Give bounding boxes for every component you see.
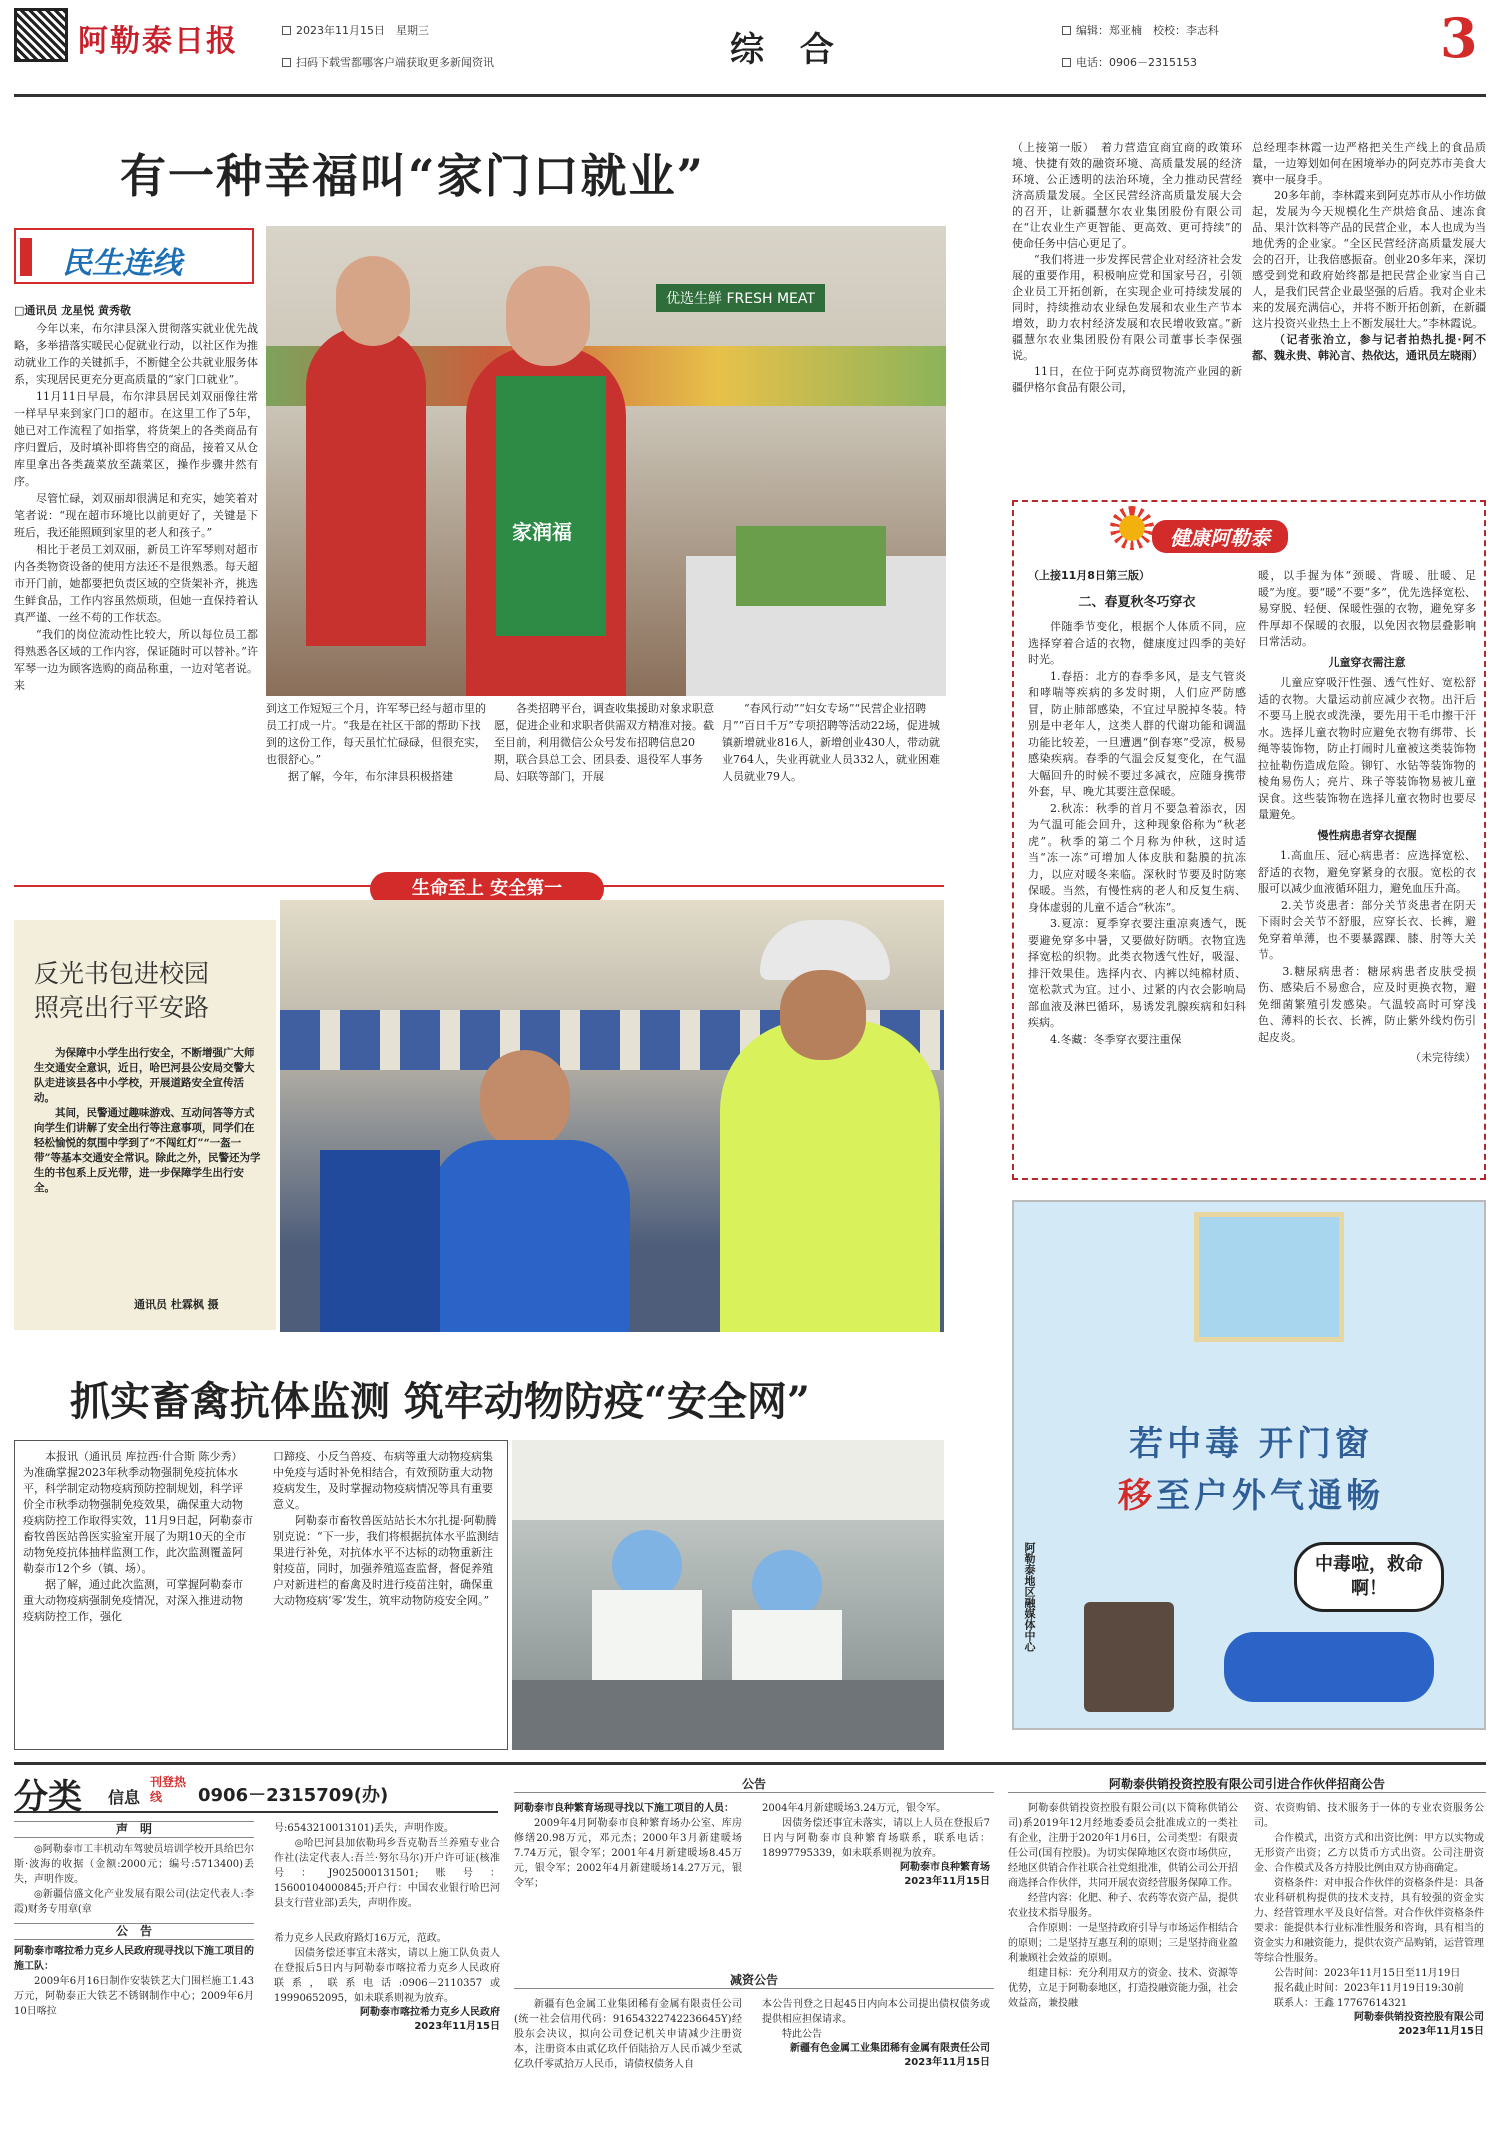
tag-minsheng: 民生连线 — [14, 228, 254, 284]
checkbox-icon — [282, 58, 291, 67]
qr-code-icon — [14, 8, 68, 62]
supermarket-photo: 优选生鲜 FRESH MEAT 家润福 — [266, 226, 946, 696]
cont-col2: 总经理李林霞一边严格把关生产线上的食品质量，一边筹划如何在困境举办的阿克苏市美食大赛中一展身手。 20多年前，李林霞来到阿克苏市从小作坊做起，发展为今天规模化生产烘焙食品、速冻食品、果汁饮料等产品的民营企业，本人也成为当地优秀的企业家。“全区民营经济高质量发展大会的召开，让我倍感振奋。创业20多年来，深切感受到党和政府始终都是把民营企业家当自己人，是我们民营企业最坚强的后盾。我对企业未来的发展充满信心，并将不断开拓创新，在新疆这片投资兴业热土上不断发展壮大。”李林霞说。 （记者张治立，参与记者拍热扎提·阿不都、魏永贵、韩沁言、热依达，通讯员左晓雨） — [1252, 141, 1486, 362]
editors: 编辑：郑亚楠 校校：李志科 — [1076, 24, 1219, 37]
safety-text-box — [14, 920, 276, 1330]
issue-date: 2023年11月15日 星期三 — [296, 24, 429, 37]
checkbox-icon — [1062, 58, 1071, 67]
health-col1: （上接11月8日第三版） 二、春夏秋冬巧穿衣 伴随季节变化，根据个人体质不同，应选择穿着合适的衣物，健康度过四季的美好时光。 1.春捂：北方的春季多风，是支气管炎和哮喘等疾病的多发时期，人们应严防感冒，防止肺部感染，不宜过早脱掉冬装。特别是中老年人，这类人群的代谢功能和调温功能比较差，一旦遭遇“倒春寒”受凉，极易感染疾病。春季的气温会反复变化，在气温大幅回升的时候不要过多减衣，应随身携带外套，早、晚尤其要注意保暖。 2.秋冻：秋季的首月不要急着添衣，因为气温可能会回升，这种现象俗称为“秋老虎”。秋季的第二个月称为仲秋，这时适当“冻一冻”可增加人体皮肤和黏膜的抗冻力，以应对暖冬来临。深秋时节要及时防寒保暖。当然，有慢性病的老人和反复生病、身体虚弱的儿童不适合“秋冻”。 3.夏凉：夏季穿衣要注重凉爽透气，既要避免穿多中暑，又要做好防晒。衣物宜选择宽松的织物。此类衣物透气性好，吸湿、排汗效果佳。选择内衣、内裤以纯棉材质、宽松款式为宜。过小、过紧的内衣会影响局部血液及淋巴循环，易诱发乳腺疾病和妇科疾病。 4.冬藏：冬季穿衣要注重保 — [1028, 569, 1246, 1046]
animal-headline: 抓实畜禽抗体监测 筑牢动物防疫“安全网” — [70, 1378, 810, 1425]
story1-col3: 各类招聘平台，调查收集援助对象求职意愿，促进企业和求职者供需双方精准对接。截至目前，利用微信公众号发布招聘信息20期，联合县总工会、团县委、退役军人事务局、妇联等部门，开展 — [494, 702, 714, 783]
phone: 电话：0906－2315153 — [1076, 56, 1197, 69]
checkbox-icon — [1062, 26, 1071, 35]
classified-col1: 声 明 ◎阿勒泰市工丰机动车驾驶员培训学校开具给巴尔斯·波海的收据（金额:2000元；编号:5713400)丢失，声明作废。 ◎新疆信盛文化产业发展有限公司(法定代表人:李霞)财务专用章(章 公 告 阿勒泰市喀拉希力克乡人民政府现寻找以下施工项目的施工队： 2009年6月16日制作安装铁艺大门围栏施工1.43万元，阿勒泰正大铁艺不锈钢制作中心；2009年6月10日喀拉 — [14, 1822, 254, 2017]
classified-section — [14, 1762, 1486, 2132]
notice-box: 公告 阿勒泰市良种繁育场现寻找以下施工项目的人员： 2009年4月阿勒泰市良种繁育场办公室、库房修缮20.98万元，邓元杰；2000年3月新建暖场7.74万元，银令军；2001年4月新建暖场8.45万元，银令军；2002年4月新建暖场14.27万元，银令军； 2004年4月新建暖场3.24万元，银令军。 因债务偿还事宜未落实，请以上人员在登报后7日内与阿勒泰市良种繁育场联系，联系电话：18997795339，如未联系则视为放弃。 阿勒泰市良种繁育场 2023年11月15日 减资公告 新疆有色金属工业集团稀有金属有限责任公司(统一社会信用代码：91654322742236645Y)经股东会决议，拟向公司登记机关申请减少注册资本，注册资本由贰亿玖仟佰陆拾万人民币减少至贰亿玖仟零贰拾万人民币，请债权债务人自 本公告刊登之日起45日内向本公司提出债权债务或提供相应担保请求。 特此公告 新疆有色金属工业集团稀有金属有限责任公司 2023年11月15日 — [514, 1775, 994, 2129]
safety-byline: 通讯员 杜霖枫 摄 — [134, 1298, 219, 1311]
health-logo: 健康阿勒泰 — [1152, 520, 1288, 553]
animal-col2: 口蹄疫、小反刍兽疫、布病等重大动物疫病集中免疫与适时补免相结合，有效预防重大动物疫病发生，及时掌握动物疫病情况等具有重要意义。 阿勒泰市畜牧兽医站站长木尔扎提·阿勒腾别克说：“下一步，我们将根据抗体水平监测结果进行补免，对抗体水平不达标的动物重新注射疫苗，同时，加强养殖巡查监督，督促养殖户对新进栏的畜禽及时进行疫苗注射，确保重大动物疫病‘零’发生，筑牢动物防疫安全网。” — [273, 1450, 499, 1607]
person-icon — [1224, 1632, 1434, 1702]
story1-col2: 到这工作短短三个月，许军琴已经与超市里的员工打成一片。“我是在社区干部的帮助下找到的这份工作，每天虽忙忙碌碌，但很充实，也很舒心。” 据了解，今年，布尔津县积极搭建 — [266, 702, 486, 783]
safety-body: 为保障中小学生出行安全，不断增强广大师生交通安全意识，近日，哈巴河县公安局交警大队走进该县各中小学校，开展道路安全宣传活动。 其间，民警通过趣味游戏、互动问答等方式向学生们讲解了安全出行等注意事项，同学们在轻松愉悦的氛围中学到了“不闯红灯”“一盔一带”等基本交通安全常识。除此之外，民警还为学生的书包系上反光带，进一步保障学生出行安全。 — [34, 1047, 261, 1194]
safety-bar: 生命至上 安全第一 — [370, 872, 604, 906]
story1-body: 今年以来，布尔津县深入贯彻落实就业优先战略，多举措落实暖民心促就业行动，以社区作为推动就业工作的关键抓手，不断健全公共就业服务体系，实现居民更充分更高质量的“家门口就业”。 11月11日早晨，布尔津县居民刘双丽像往常一样早早来到家门口的超市。在这里工作了5年，她已对工作流程了如指掌，将货架上的各类商品有序归置后，及时填补即将售空的商品，接着又从仓库里拿出各类蔬菜放至蔬菜区，操作步骤井然有序。 尽管忙碌，刘双丽却很满足和充实，她笑着对笔者说：“现在超市环境比以前更好了，关键是下班后，我还能照顾到家里的老人和孩子。” 相比于老员工刘双丽，新员工许军琴则对超市内各类物资设备的使用方法还不是很熟悉。每天超市开门前，她都要把负责区域的空货架补齐，挑选生鲜食品，工作内容虽然烦琐，但她一直保持着认真严谨、一丝不苟的工作状态。 “我们的岗位流动性比较大，所以每位员工都得熟悉各区域的工作内容，保证随时可以替补。”许军琴一边为顾客选购的商品称重，一边对笔者说。来 — [14, 322, 258, 692]
story1-byline: □通讯员 龙星悦 黄秀敬 — [14, 304, 132, 317]
section-title: 综 合 — [730, 30, 846, 70]
classified-col2: 号:6543210013101)丢失，声明作废。 ◎哈巴河县加依勒玛乡吾克勒吾兰养殖专业合作社(法定代表人:吾兰·努尔马尔)开户许可证(核准号：J9025000131501;账号：15600104000845;开户行：中国农业银行哈巴河县支行营业部)丢失，声明作废。 希力克乡人民政府路灯16万元，范政。 因债务偿还事宜未落实，请以上施工队负责人在登报后5日内与阿勒泰市喀拉希力克乡人民政府联系，联系电话:0906－2110357或19990652095，如未联系则视为放弃。 阿勒泰市喀拉希力克乡人民政府 2023年11月15日 — [274, 1823, 500, 2032]
masthead — [0, 0, 1500, 100]
classified-header: 分类 信息 刊登热线 0906－2315709(办) — [14, 1769, 498, 1813]
page-number: 3 — [1440, 6, 1478, 70]
cont-col1: （上接第一版） 着力营造宜商宜商的政策环境、快捷有效的融资环境、高质量发展的经济环境、公正透明的法治环境，全力推动民营经济高质量发展。全区民营经济高质量发展大会的召开，让新疆慧尔农业集团股份有限公司在“让农业生产更智能、更高效、更可持续”的使命任务中信心更足了。 “我们将进一步发挥民营企业对经济社会发展的重要作用，积极响应党和国家号召，引领企业员工开拓创新，在实现企业可持续发展的同时，持续推动农业绿色发展和农业生产节本增效，助力农村经济发展和农民增收致富。”新疆慧尔农业集团股份有限公司董事长李保强说。 11日，在位于阿克苏商贸物流产业园的新疆伊格尔食品有限公司， — [1012, 141, 1242, 394]
story1-col4: “春风行动”“妇女专场”“民营企业招聘月”“百日千万”专项招聘等活动22场，促进城镇新增就业816人，新增创业430人，带动就业764人，失业再就业人员332人，就业困难人员就业79人。 — [722, 702, 940, 783]
story1-headline: 有一种幸福叫“家门口就业” — [120, 149, 705, 203]
paper-logo: 阿勒泰日报 — [78, 24, 238, 59]
animal-text-box — [14, 1440, 508, 1750]
stove-icon — [1084, 1602, 1174, 1712]
masthead-rule — [14, 94, 1486, 97]
poison-poster — [1012, 1200, 1486, 1730]
safety-headline1: 反光书包进校园 — [34, 959, 210, 988]
health-box — [1012, 500, 1486, 1180]
sun-icon — [1110, 506, 1154, 550]
poster-side-label: 阿勒泰地区融媒体中心 — [1023, 1542, 1036, 1652]
coop-notice: 阿勒泰供销投资控股有限公司引进合作伙伴招商公告 阿勒泰供销投资控股有限公司(以下简称供销公司)系2019年12月经地委委员会批准成立的一类社有企业，注册于2020年1月6日，公司类型：有限责任公司(国有控股)。为切实保障地区农资市场供应，经地区供销合作社联合社党组批准，供销公司公开招商选择合作伙伴，共同开展农资经营服务保障工作。 经营内容：化肥、种子、农药等农资产品，提供农业技术指导服务。 合作原则：一是坚持政府引导与市场运作相结合的原则；二是坚持互惠互利的原则；三是坚持商业盈利兼顾社会效益的原则。 组建目标：充分利用双方的资金、技术、资源等优势，立足于阿勒泰地区，打造投融资能力强，社会效益高，兼投融 资、农资购销、技术服务于一体的专业农资服务公司。 合作模式，出资方式和出资比例：甲方以实物或无形资产出资；乙方以货币方式出资。公司注册资金、合作模式及各方持股比例由双方协商确定。 资格条件：对申报合作伙伴的资格条件是：具备农业科研机构提供的技术支持，具有较强的资金实力、经营管理水平及良好信誉。对合作伙伴资格条件要求：能提供本行业标准性服务和咨询，具有相当的资金实力和融资能力，提供农资产品购销，运营管理等综合性服务。 公告时间：2023年11月15日至11月19日 报名截止时间：2023年11月19日19:30前 联系人：王鑫 17767614321 阿勒泰供销投资控股有限公司 2023年11月15日 — [1008, 1777, 1484, 2037]
poster-bubble: 中毒啦，救命啊！ — [1294, 1542, 1444, 1612]
poster-line1: 若中毒 开门窗 — [1129, 1424, 1373, 1464]
poster-line2: 移至户外气通畅 — [1118, 1476, 1384, 1516]
safety-headline2: 照亮出行平安路 — [34, 993, 210, 1022]
traffic-police-photo — [280, 900, 944, 1332]
health-col2: 暖，以手握为体“颈暖、背暖、肚暖、足暖”为度。要“暖”不要“多”，优先选择宽松、易穿脱、轻便、保暖性强的衣物，避免穿多件厚却不保暖的衣服，以免因衣物层叠影响日常活动。 儿童穿衣需注意 儿童应穿吸汗性强、透气性好、宽松舒适的衣物。大量运动前应减少衣物。出汗后不要马上脱衣或洗澡，要先用干毛巾擦干汗水。选择儿童衣物时应避免衣物有绑带、长绳等装饰物，防止打闹时儿童被这类装饰物拉扯勒伤造成危险。铆钉、水钻等装饰物的棱角易伤人；亮片、珠子等装饰物易被儿童误食。这些装饰物在选择儿童衣物时也要尽量避免。 慢性病患者穿衣提醒 1.高血压、冠心病患者：应选择宽松、舒适的衣物，避免穿紧身的衣服。宽松的衣服可以减少血液循环阻力，避免血压升高。 2.关节炎患者：部分关节炎患者在阴天下雨时会关节不舒服，应穿长衣、长裤，避免穿着单薄，也不要暴露踝、膝、肘等大关节。 3.糖尿病患者：糖尿病患者皮肤受损伤、感染后不易愈合，应及时更换衣物，避免细菌繁殖引发感染。气温较高时可穿浅色、薄料的长衣、长裤，防止紫外线灼伤引起皮炎。 （未完待续） — [1258, 569, 1476, 1064]
checkbox-icon — [282, 26, 291, 35]
health-title: 二、春夏秋冬巧穿衣 — [1078, 594, 1196, 610]
animal-col1: 本报讯（通讯员 库拉西·什合斯 陈少秀）为准确掌握2023年秋季动物强制免疫抗体水平，科学制定动物疫病预防控制规划，科学评价全市秋季动物强制免疫效果，确保重大动物疫病防控工作取得实效，11月9日起，阿勒泰市畜牧兽医站兽医实验室开展了为期10天的全市动物免疫抗体抽样监测工作，此次监测覆盖阿勒泰市12个乡（镇、场）。 据了解，通过此次监测，可掌握阿勒泰市重大动物疫病强制免疫情况，对深入推进动物疫病防控工作，强化 — [23, 1450, 253, 1623]
window-icon — [1194, 1212, 1344, 1342]
download-note: 扫码下载雪都哪客户端获取更多新闻资讯 — [296, 56, 494, 69]
lab-photo — [512, 1440, 944, 1750]
